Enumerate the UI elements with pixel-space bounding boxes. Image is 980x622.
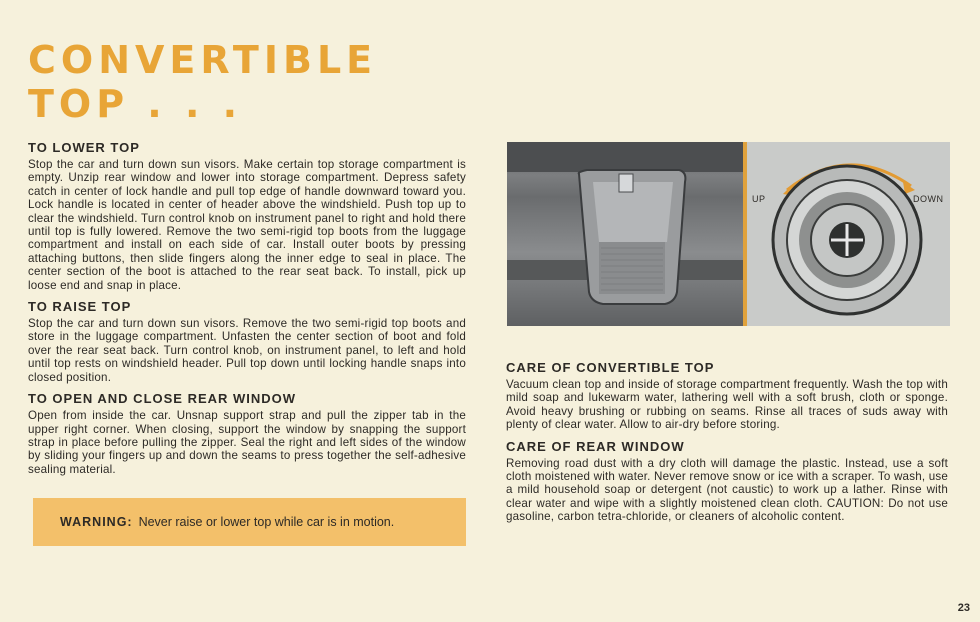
left-column bbox=[28, 140, 466, 483]
section-body: Open from inside the car. Unsnap support strap and pull the zipper tab in the upper right corner. When closing, support the window by snapping the support strap in place before pulling the zipper. Seal the right and left sides of the window by sliding your fingers up and down the seams to press together the self-adhesive sealing material. bbox=[28, 409, 466, 476]
warning-text: Never raise or lower top while car is in motion. bbox=[138, 515, 395, 529]
section-rear-window bbox=[28, 391, 466, 476]
down-label: DOWN bbox=[913, 194, 944, 204]
page-title bbox=[28, 38, 377, 126]
section-body: Vacuum clean top and inside of storage compartment frequently. Wash the top with mild soap and lukewarm water, lathering well with a soft brush, cloth or sponge. Avoid heavy brushing or rubbing on seams. Rinse all traces of suds away with plenty of clear water. Allow to air-dry before storing. bbox=[506, 378, 948, 432]
page-number: 23 bbox=[957, 602, 970, 614]
control-knob-illustration bbox=[747, 142, 950, 326]
section-heading: CARE OF REAR WINDOW bbox=[506, 438, 685, 454]
section-heading: CARE OF CONVERTIBLE TOP bbox=[506, 360, 715, 375]
section-body: Removing road dust with a dry cloth will damage the plastic. Instead, use a soft cloth moistened with water. Never remove snow or ice with a scraper. To wash, use a mild household soap or detergent (not caustic) to work up a lather. Rinse with clear water and wipe with a slightly moistened clean cloth. CAUTION: Do not use gasoline, carbon tetra-chloride, or cleaners of alcoholic content. bbox=[506, 456, 948, 524]
warning-box bbox=[33, 498, 466, 546]
section-lower-top bbox=[28, 140, 466, 292]
section-care-rear-window bbox=[506, 439, 948, 524]
page-title-line-2: TOP . . . bbox=[28, 82, 243, 126]
section-heading: TO LOWER TOP bbox=[28, 140, 140, 155]
lock-handle-illustration bbox=[507, 142, 743, 326]
up-label: UP bbox=[752, 194, 766, 204]
page-title-line-1: CONVERTIBLE bbox=[28, 38, 378, 82]
section-care-top bbox=[506, 360, 948, 432]
lock-handle-photo bbox=[507, 142, 743, 326]
control-knob-photo bbox=[747, 142, 950, 326]
section-raise-top bbox=[28, 299, 466, 384]
section-body: Stop the car and turn down sun visors. Remove the two semi-rigid top boots and store in the luggage compartment. Unfasten the center section of boot and fold over the rear seat back. Turn control knob, on instrument panel, to left and hold until top rests on windshield header. Pull top down until locking handle snaps into closed position. bbox=[28, 317, 466, 384]
section-body: Stop the car and turn down sun visors. Make certain top storage compartment is empty. Unzip rear window and lower into storage compartment. Depress safety catch in center of lock handle and pull top edge of handle downward toward you. Lock handle is located in center of header above the windshield. Push top up to clear the windshield. Turn control knob on instrument panel to right and hold there until top is fully lowered. Remove the two semi-rigid top boots from the luggage compartment and install on each side of car. Install outer boots by pressing attaching buttons, then slide fingers along the inner edge to seal in place. The center section of the boot is attached to the rear seat back. To install, pick up loose end and snap in place. bbox=[28, 158, 466, 292]
right-column bbox=[506, 360, 948, 531]
warning-label: WARNING: bbox=[60, 515, 133, 529]
section-heading: TO RAISE TOP bbox=[28, 299, 132, 315]
section-heading: TO OPEN AND CLOSE REAR WINDOW bbox=[28, 391, 297, 407]
